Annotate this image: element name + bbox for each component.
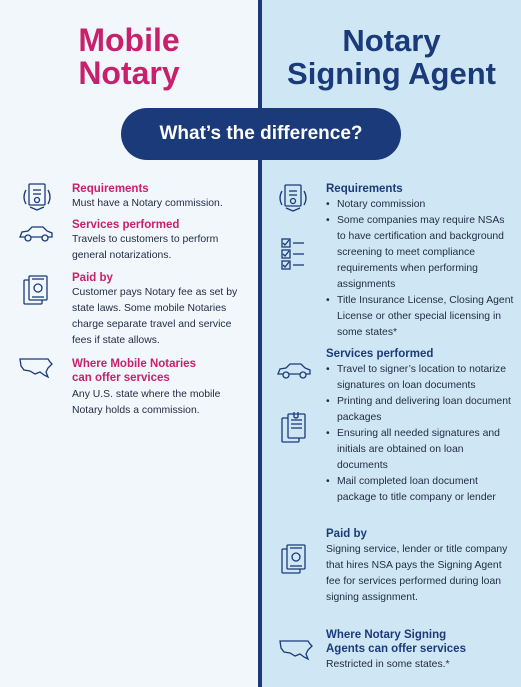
certificate-icon [276, 183, 310, 213]
signing-agent-title: Notary Signing Agent [287, 23, 496, 91]
left-requirements: Requirements Must have a Notary commission. [72, 183, 223, 209]
right-services-list [326, 362, 516, 506]
right-requirements-list [326, 197, 516, 341]
list-item: • Travel to signer’s location to notarize signatures on loan documents [326, 362, 516, 394]
list-item: • Title Insurance License, Closing Agent License or other special licensing in some states* [326, 293, 516, 341]
list-item: • Mail completed loan document package to title company or lender [326, 474, 516, 506]
list-item: • Ensuring all needed signatures and initials are obtained on loan documents [326, 426, 516, 474]
right-requirements: Requirements • Notary commission • Some companies may require NSAs to have certification and background screening to meet compliance requirements when performing assignments • Title Insurance License, Closing Agent License or other special licensing in some states* [326, 182, 516, 341]
center-divider [258, 0, 262, 687]
list-item: • Notary commission [326, 197, 516, 213]
usa-map-icon [18, 356, 54, 380]
car-icon [18, 225, 54, 243]
mobile-notary-title: Mobile Notary [78, 22, 180, 91]
left-where: Where Mobile Notaries can offer services Any U.S. state where the mobile Notary holds a commission. [72, 358, 221, 416]
list-item: • Printing and delivering loan document packages [326, 394, 516, 426]
right-services: Services performed • Travel to signer’s location to notarize signatures on loan documents • Printing and delivering loan document packages • Ensuring all needed signatures and initials are obtained on loan documents • Mail completed loan document package to title company or lender [326, 347, 516, 506]
money-icon [22, 274, 52, 306]
left-paid-by: Paid by Customer pays Notary fee as set by state laws. Some mobile Notaries charge separate travel and service fees if state allows. [72, 272, 238, 346]
usa-map-icon [278, 638, 314, 662]
list-item: • Some companies may require NSAs to have certification and background screening to meet compliance requirements when performing assignments [326, 213, 516, 293]
certificate-icon [20, 182, 54, 212]
money-icon [280, 543, 310, 575]
right-where: Where Notary Signing Agents can offer services Restricted in some states.* [326, 629, 466, 670]
difference-banner: What’s the difference? [121, 108, 401, 160]
right-paid-by: Paid by Signing service, lender or title company that hires NSA pays the Signing Agent fee for services performed during loan signing assignment. [326, 528, 508, 603]
documents-icon [280, 412, 308, 446]
left-services: Services performed Travels to customers to perform general notarizations. [72, 219, 219, 261]
car-icon [276, 362, 312, 380]
checklist-icon [280, 237, 306, 271]
